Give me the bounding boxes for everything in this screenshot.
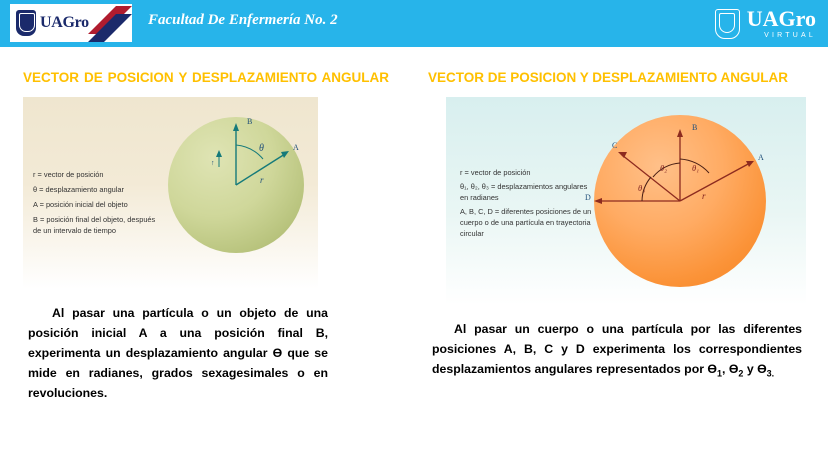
right-column (428, 68, 810, 383)
uagro-logo-left (10, 4, 132, 42)
right-paragraph-mid1: , Ɵ (721, 362, 739, 376)
figure-right-label-a: A (758, 153, 764, 162)
figure-right-label-b: B (692, 123, 698, 132)
right-paragraph-sub2: 2 (738, 368, 744, 379)
page-title: Facultad De Enfermería No. 2 (148, 12, 338, 28)
right-paragraph-sub3: 3. (766, 368, 775, 379)
figure-position-vector-multi (446, 97, 806, 305)
figure-left-label-theta: θ (259, 143, 264, 154)
legend-item: A, B, C, D = diferentes posiciones de un cuerpo o de una partícula en trayectoria circular (460, 207, 592, 238)
figure-left-label-r: r (260, 175, 264, 185)
left-paragraph: Al pasar una partícula o un objeto de una posición inicial A a una posición final B, experimenta un desplazamiento angular Ɵ que se mide en radianes, grados sexagesimales o en revoluciones. (28, 306, 328, 400)
crest-icon-right (715, 9, 740, 39)
left-column (23, 68, 389, 403)
legend-item: A = posición inicial del objeto (33, 200, 128, 209)
uagro-logo-left-text: UAGro (40, 14, 89, 31)
figure-left-label-a: A (293, 143, 299, 152)
right-paragraph-part1: Al pasar un cuerpo o una partícula por las diferentes posiciones A, B, C y D experimenta los correspondientes desplazamientos angulares representados por Ɵ (432, 322, 802, 376)
swoosh-graphic (86, 4, 132, 42)
legend-item: θ₁, θ₂, θ₃ = desplazamientos angulares en radianes (460, 182, 588, 202)
uagro-virtual-sub-text: VIRTUAL (764, 32, 816, 39)
figure-right-label-theta2: θ₂ (660, 163, 668, 173)
figure-right-label-theta3: θ₃ (638, 183, 646, 193)
legend-item: r = vector de posición (33, 170, 104, 179)
page-header (0, 0, 828, 47)
figure-right-legend (460, 167, 596, 242)
figure-left-label-b: B (247, 117, 253, 126)
right-paragraph-mid2: y Ɵ (743, 362, 767, 376)
legend-item: θ = desplazamiento angular (33, 185, 125, 194)
left-section-title: VECTOR DE POSICION Y DESPLAZAMIENTO ANGULAR (23, 70, 389, 85)
uagro-virtual-main-text: UAGro (746, 6, 816, 31)
figure-position-vector-single (23, 97, 318, 289)
figure-left-label-tick: ↑ (211, 159, 215, 167)
uagro-virtual-logo (715, 5, 816, 42)
figure-right-label-d: D (585, 193, 591, 202)
legend-item: B = posición final del objeto, después de un intervalo de tiempo (33, 215, 156, 235)
figure-left-legend (33, 169, 163, 240)
right-paragraph-sub1: 1 (716, 368, 722, 379)
figure-right-label-theta1: θ₁ (692, 163, 700, 173)
right-paragraph (432, 319, 802, 383)
figure-right-label-c: C (612, 141, 618, 150)
crest-icon (16, 10, 36, 36)
figure-right-label-r: r (702, 191, 706, 201)
legend-item: r = vector de posición (460, 168, 531, 177)
right-section-title: VECTOR DE POSICION Y DESPLAZAMIENTO ANGULAR (428, 70, 789, 85)
